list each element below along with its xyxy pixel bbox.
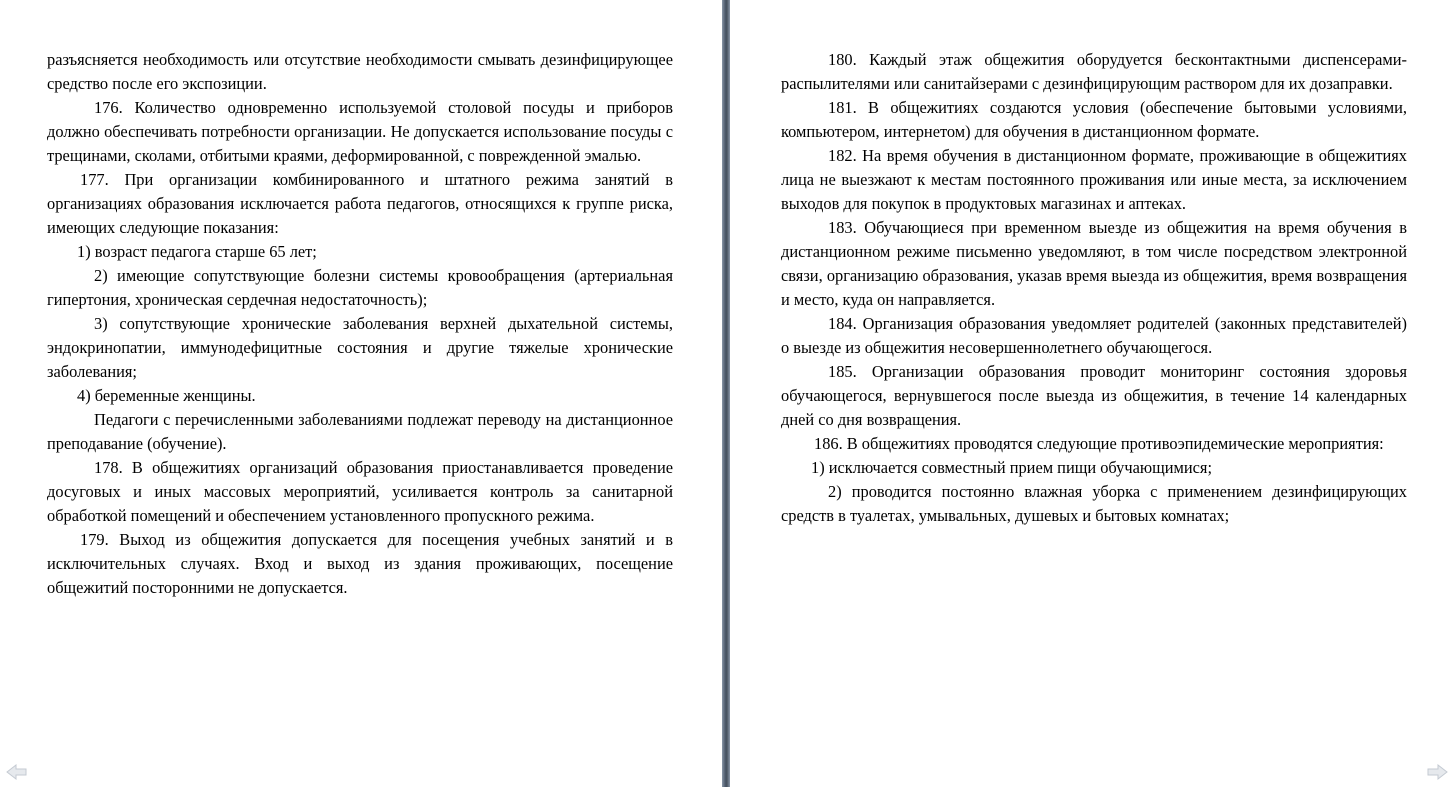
page-spine-divider [722,0,730,787]
paragraph-176: 176. Количество одновременно используемой столовой посуды и приборов должно обеспечивать потребности организации. Не допускается использование посуды с трещинами, сколами, отбитыми краями, деформированной, с поврежденной эмалью. [47,98,673,165]
left-page-text [47,48,673,600]
paragraph-181: 181. В общежитиях создаются условия (обеспечение бытовыми условиями, компьютером, интернетом) для обучения в дистанционном формате. [781,98,1407,141]
previous-page-button[interactable] [6,763,28,781]
left-page [0,0,722,787]
list-item-177-4: 4) беременные женщины. [77,386,256,405]
paragraph-177: 177. При организации комбинированного и штатного режима занятий в организациях образования исключается работа педагогов, относящихся к группе риска, имеющих следующие показания: [47,170,673,237]
arrow-right-icon [1426,763,1448,781]
list-item-186-2: 2) проводится постоянно влажная уборка с применением дезинфицирующих средств в туалетах, умывальных, душевых и бытовых комнатах; [781,482,1407,525]
right-page [730,0,1454,787]
paragraph-186: 186. В общежитиях проводятся следующие противоэпидемические мероприятия: [814,434,1384,453]
paragraph-185: 185. Организации образования проводит мониторинг состояния здоровья обучающегося, вернувшегося после выезда из общежития, в течение 14 календарных дней со дня возвращения. [781,362,1407,429]
list-item-177-1: 1) возраст педагога старше 65 лет; [77,242,317,261]
next-page-button[interactable] [1426,763,1448,781]
paragraph-178: 178. В общежитиях организаций образования приостанавливается проведение досуговых и иных массовых мероприятий, усиливается контроль за санитарной обработкой помещений и обеспечением установленного пропускного режима. [47,458,673,525]
list-item-177-2: 2) имеющие сопутствующие болезни системы кровообращения (артериальная гипертония, хроническая сердечная недостаточность); [47,266,673,309]
paragraph-183: 183. Обучающиеся при временном выезде из общежития на время обучения в дистанционном режиме письменно уведомляют, в том числе посредством электронной связи, организацию образования, указав время выезда из общежития, время возвращения и место, куда он направляется. [781,218,1407,309]
list-item-177-3: 3) сопутствующие хронические заболевания верхней дыхательной системы, эндокринопатии, иммунодефицитные состояния и другие тяжелые хронические заболевания; [47,314,673,381]
right-page-text [781,48,1407,528]
arrow-left-icon [6,763,28,781]
paragraph-180: 180. Каждый этаж общежития оборудуется бесконтактными диспенсерами-распылителями или санитайзерами с дезинфицирующим раствором для их дозаправки. [781,50,1407,93]
paragraph-184: 184. Организация образования уведомляет родителей (законных представителей) о выезде из общежития несовершеннолетнего обучающегося. [781,314,1407,357]
paragraph-teachers: Педагоги с перечисленными заболеваниями подлежат переводу на дистанционное преподавание (обучение). [47,410,673,453]
paragraph-182: 182. На время обучения в дистанционном формате, проживающие в общежитиях лица не выезжают к местам постоянного проживания или иные места, за исключением выходов для покупок в продуктовых магазинах и аптеках. [781,146,1407,213]
paragraph-continuation: разъясняется необходимость или отсутствие необходимости смывать дезинфицирующее средство после его экспозиции. [47,50,673,93]
list-item-186-1: 1) исключается совместный прием пищи обучающимися; [811,458,1212,477]
paragraph-179: 179. Выход из общежития допускается для посещения учебных занятий и в исключительных случаях. Вход и выход из здания проживающих, посещение общежитий посторонними не допускается. [47,530,673,597]
